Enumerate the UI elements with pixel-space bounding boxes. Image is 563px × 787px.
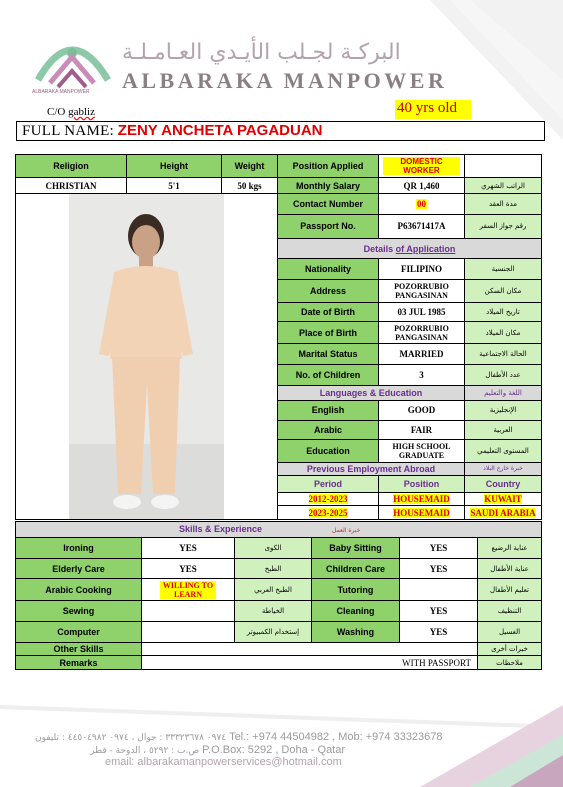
care-of: C/O gabliz [47,106,95,118]
passport-arabic: رقم جواز السفر [465,214,542,238]
children-care-label: Children Care [312,559,400,579]
applicant-photo [69,194,224,519]
languages-heading-arabic: اللغة والتعليم [465,385,542,400]
ironing-label: Ironing [16,538,142,559]
washing-label: Washing [312,622,400,643]
employment-position-2: HOUSEMAID [379,506,465,520]
arabic-cooking-value: WILLING TO LEARN [160,581,216,599]
height-value: 5'1 [127,178,222,194]
children-care-arabic: عناية الأطفال [478,559,542,579]
employment-period-1: 2012-2023 [278,492,379,505]
dob-label: Date of Birth [278,302,379,321]
sewing-value [142,601,235,622]
arabic-arabic: العربية [465,421,542,440]
other-skills-label: Other Skills [16,643,142,656]
other-skills-arabic: خبرات أخرى [478,643,542,656]
details-of-application-heading: Details of Application [278,238,542,259]
employment-country-1: KUWAIT [465,492,542,505]
tutoring-value [400,579,478,601]
employment-heading-arabic: خبرة خارج البلاد [465,462,542,475]
applicant-table [15,154,542,520]
weight-header: Weight [222,155,278,178]
marital-label: Marital Status [278,344,379,365]
address-arabic: مكان السكن [465,280,542,303]
computer-label: Computer [16,622,142,643]
marital-arabic: الحالة الاجتماعية [465,344,542,365]
full-name-label: FULL NAME: [22,123,115,139]
contract-value-cell [379,194,465,215]
dob-arabic: تاريخ الميلاد [465,302,542,321]
elderly-care-value: YES [142,559,235,579]
full-name-value: ZENY ANCHETA PAGADUAN [117,122,323,139]
employment-country-2: SAUDI ARABIA [465,506,542,520]
contract-arabic: مدة العقد [465,194,542,215]
empty-cell [465,155,542,178]
marital-value: MARRIED [379,344,465,365]
footer-phone-line: ٠٩٧٤ ٣٣٣٢٣٦٧٨ : جوال ، ٠٩٧٤ ٤٤٥٠٤٩٨٢ : تليفون Tel.: +974 44504982 , Mob: +974 33323678 [35,731,443,743]
contract-label: Contact Number [278,194,379,215]
arabic-value: FAIR [379,421,465,440]
albaraka-logo [30,25,115,95]
remarks-label: Remarks [16,656,142,670]
sewing-arabic: الخياطة [235,601,312,622]
position-header: Position Applied [278,155,379,178]
tutoring-arabic: تعليم الأطفال [478,579,542,601]
computer-value [142,622,235,643]
computer-arabic: إستخدام الكمبيوتر [235,622,312,643]
country-header: Country [465,476,542,493]
contract-value: 00 [417,198,426,209]
position-value-cell [379,155,465,178]
salary-label: Monthly Salary [278,178,379,194]
salary-arabic: الراتب الشهري [465,178,542,194]
skills-heading: Skills & Experience خبرة العمل [16,522,542,538]
employment-period-2: 2023-2025 [278,506,379,520]
pob-arabic: مكان الميلاد [465,321,542,344]
baby-sitting-label: Baby Sitting [312,538,400,559]
nationality-arabic: الجنسية [465,259,542,280]
tutoring-label: Tutoring [312,579,400,601]
children-value: 3 [379,365,465,386]
religion-header: Religion [16,155,127,178]
address-value: POZORRUBIO PANGASINAN [379,280,465,303]
english-arabic: الإنجليزية [465,400,542,421]
cleaning-label: Cleaning [312,601,400,622]
arabic-cooking-label: Arabic Cooking [16,579,142,601]
height-header: Height [127,155,222,178]
pob-value: POZORRUBIO PANGASINAN [379,321,465,344]
arabic-cooking-value-cell [142,579,235,601]
remarks-value: WITH PASSPORT [142,656,478,670]
education-arabic: المستوى التعليمي [465,439,542,462]
remarks-arabic: ملاحظات [478,656,542,670]
cleaning-arabic: التنظيف [478,601,542,622]
skills-table [15,521,542,670]
salary-value: QR 1,460 [379,178,465,194]
english-label: English [278,400,379,421]
photo-cell [16,194,278,520]
pob-label: Place of Birth [278,321,379,344]
sewing-label: Sewing [16,601,142,622]
logo-caption: ALBARAKA MANPOWER [32,89,90,95]
brand-english: ALBARAKA MANPOWER [122,68,448,93]
ironing-arabic: الكوى [235,538,312,559]
elderly-care-label: Elderly Care [16,559,142,579]
washing-value: YES [400,622,478,643]
passport-value: P63671417A [379,214,465,238]
footer-email: email: albarakamanpowerservices@hotmail.com [105,756,342,768]
baby-sitting-arabic: عناية الرضيع [478,538,542,559]
elderly-care-arabic: الطبخ [235,559,312,579]
arabic-label: Arabic [278,421,379,440]
nationality-label: Nationality [278,259,379,280]
education-label: Education [278,439,379,462]
employment-heading: Previous Employment Abroad [278,462,465,475]
other-skills-value [142,643,478,656]
children-label: No. of Children [278,365,379,386]
full-name-row [16,121,545,141]
children-arabic: عدد الأطفال [465,365,542,386]
position-value: DOMESTIC WORKER [383,157,460,175]
brand-arabic: البركـة لجـلب الأيـدي العـامـلـة [122,40,401,65]
weight-value: 50 kgs [222,178,278,194]
education-value: HIGH SCHOOL GRADUATE [379,439,465,462]
ironing-value: YES [142,538,235,559]
period-header: Period [278,476,379,493]
english-value: GOOD [379,400,465,421]
baby-sitting-value: YES [400,538,478,559]
passport-label: Passport No. [278,214,379,238]
footer-address-line: ص.ب : ٥٢٩٢ ، الدوحة - قطر P.O.Box: 5292 , Doha - Qatar [90,744,346,756]
position-col-header: Position [379,476,465,493]
languages-heading: Languages & Education [278,385,465,400]
address-label: Address [278,280,379,303]
dob-value: 03 JUL 1985 [379,302,465,321]
age-badge: 40 yrs old [395,100,471,119]
cleaning-value: YES [400,601,478,622]
nationality-value: FILIPINO [379,259,465,280]
washing-arabic: الغسيل [478,622,542,643]
arabic-cooking-arabic: الطبخ العربي [235,579,312,601]
religion-value: CHRISTIAN [16,178,127,194]
children-care-value: YES [400,559,478,579]
employment-position-1: HOUSEMAID [379,492,465,505]
